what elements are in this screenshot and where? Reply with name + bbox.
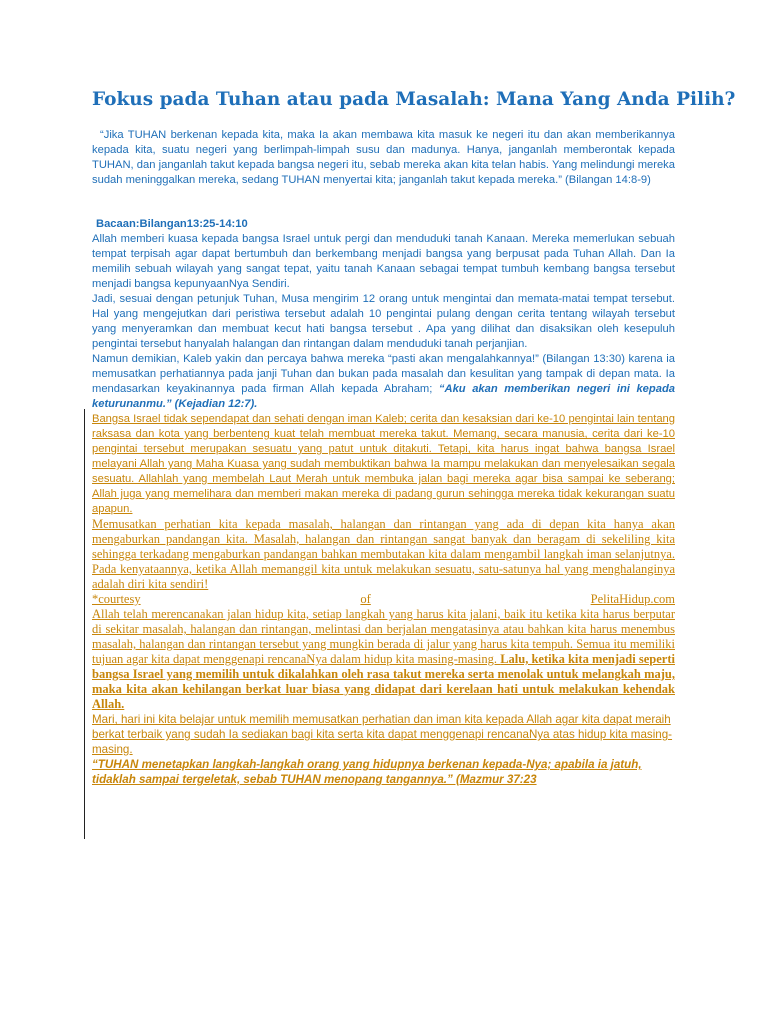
courtesy-of: of: [360, 592, 371, 606]
paragraph-3-quote: “Aku akan memberikan negeri ini kepada keturunanmu.” (Kejadian 12:7).: [92, 383, 675, 410]
courtesy-word: *courtesy: [92, 592, 141, 606]
body-block: [92, 217, 675, 787]
intro-verse: “Jika TUHAN berkenan kepada kita, maka Ia akan membawa kita masuk ke negeri itu dan akan memberikannya kepada kita, suatu negeri yang berlimpah-limpah susu dan madunya. Hanya, janganlah memberontak kepada TUHAN, dan janganlah takut kepada bangsa negeri itu, sebab mereka akan kita telan habis. Yang melindungi mereka sudah meninggalkan mereka, sedang TUHAN menyertai kita; janganlah takut kepada mereka.” (Bilangan 14:8-9): [92, 129, 675, 186]
paragraph-7: Mari, hari ini kita belajar untuk memilih memusatkan perhatian dan iman kita kepada Allah agar kita dapat meraih berkat terbaik yang sudah Ia sediakan bagi kita serta kita dapat menggenapi rencanaNya atas hidup kita masing-masing.: [92, 713, 673, 756]
left-margin-rule: [84, 409, 85, 839]
courtesy-source: PelitaHidup.com: [590, 592, 675, 606]
paragraph-3-text: Namun demikian, Kaleb yakin dan percaya bahwa mereka “pasti akan mengalahkannya!” (Bilangan 13:30) karena ia memusatkan perhatiannya pada janji Tuhan dan bukan pada masalah dan kesulitan yang tampak di depan mata. Ia mendasarkan keyakinannya pada firman Allah kepada Abraham;: [92, 353, 675, 395]
courtesy-line: [92, 592, 675, 607]
page-title: Fokus pada Tuhan atau pada Masalah: Mana Yang Anda Pilih?: [92, 89, 736, 110]
intro-block: [92, 128, 675, 188]
paragraph-5: Memusatkan perhatian kita kepada masalah, halangan dan rintangan yang ada di depan kita hanya akan mengaburkan pandangan kita. Masalah, halangan dan rintangan sangat banyak dan beragam di sekeliling kita sehingga terkadang mengaburkan pandangan bahkan membutakan kita dalam mengambil langkah iman selanjutnya. Pada kenyataannya, ketika Allah memanggil kita untuk melakukan sesuatu, satu-satunya hal yang menghalanginya adalah diri kita sendiri!: [92, 517, 675, 591]
reading-reference: Bacaan:Bilangan13:25-14:10: [96, 218, 248, 230]
paragraph-4: Bangsa Israel tidak sependapat dan sehati dengan iman Kaleb; cerita dan kesaksian dari ke-10 pengintai lain tentang raksasa dan kota yang berbenteng kuat telah membuat mereka takut. Memang, secara manusia, cerita dari ke-10 pengintai tersebut merupakan sesuatu yang patut untuk ditakuti. Tetapi, kita harus ingat bahwa bangsa Israel melayani Allah yang Maha Kuasa yang sudah membuktikan bahwa Ia mampu melakukan dan menyelesaikan segala sesuatu. Allahlah yang membelah Laut Merah untuk membuka jalan bagi mereka agar bisa sampai ke seberang; Allah juga yang memelihara dan memberi makan mereka di padang gurun sehingga mereka tidak kekurangan suatu apapun.: [92, 413, 675, 515]
paragraph-3: [92, 352, 675, 412]
paragraph-6: [92, 607, 675, 712]
paragraph-6-bold: Lalu, ketika kita menjadi seperti bangsa Israel yang memilih untuk dikalahkan oleh rasa takut mereka serta menolak untuk melangkah maju, maka kita akan kehilangan berkat luar biasa yang didapat dari kerelaan hati untuk melakukan kehendak Allah.: [92, 652, 675, 711]
paragraph-2: Jadi, sesuai dengan petunjuk Tuhan, Musa mengirim 12 orang untuk mengintai dan memata-matai tempat tersebut. Hal yang mengejutkan dari peristiwa tersebut adalah 10 pengintai pulang dengan cerita tentang wilayah tersebut yang menyeramkan dan membuat kecut hati bangsa tersebut . Apa yang dilihat dan disaksikan oleh kesepuluh pengintai tersebut hanyalah halangan dan rintangan dalam menduduki tanah perjanjian.: [92, 293, 675, 350]
closing-verse: “TUHAN menetapkan langkah-langkah orang yang hidupnya berkenan kepada-Nya; apabila ia jatuh, tidaklah sampai tergeletak, sebab TUHAN menopang tangannya.” (Mazmur 37:23: [92, 758, 642, 786]
paragraph-1: Allah memberi kuasa kepada bangsa Israel untuk pergi dan menduduki tanah Kanaan. Mereka memerlukan sebuah tempat terpisah agar dapat bertumbuh dan berkembang menjadi bangsa yang berpusat pada Tuhan Allah. Dan Ia memilih sebuah wilayah yang sangat tepat, yaitu tanah Kanaan sebagai tempat tumbuh kembang bangsa tersebut menjadi bangsa kepunyaanNya Sendiri.: [92, 233, 675, 290]
paragraph-6-text: Allah telah merencanakan jalan hidup kita, setiap langkah yang harus kita jalani, baik itu ketika kita harus berputar di sekitar masalah, halangan dan rintangan, melintasi dan berjalan mengatasinya atau bahkan kita harus menembus masalah, halangan dan rintangan tersebut yang mungkin berada di jalur yang harus kita tempuh. Semua itu memiliki tujuan agar kita dapat menggenapi rencanaNya dalam hidup kita masing-masing.: [92, 607, 675, 666]
